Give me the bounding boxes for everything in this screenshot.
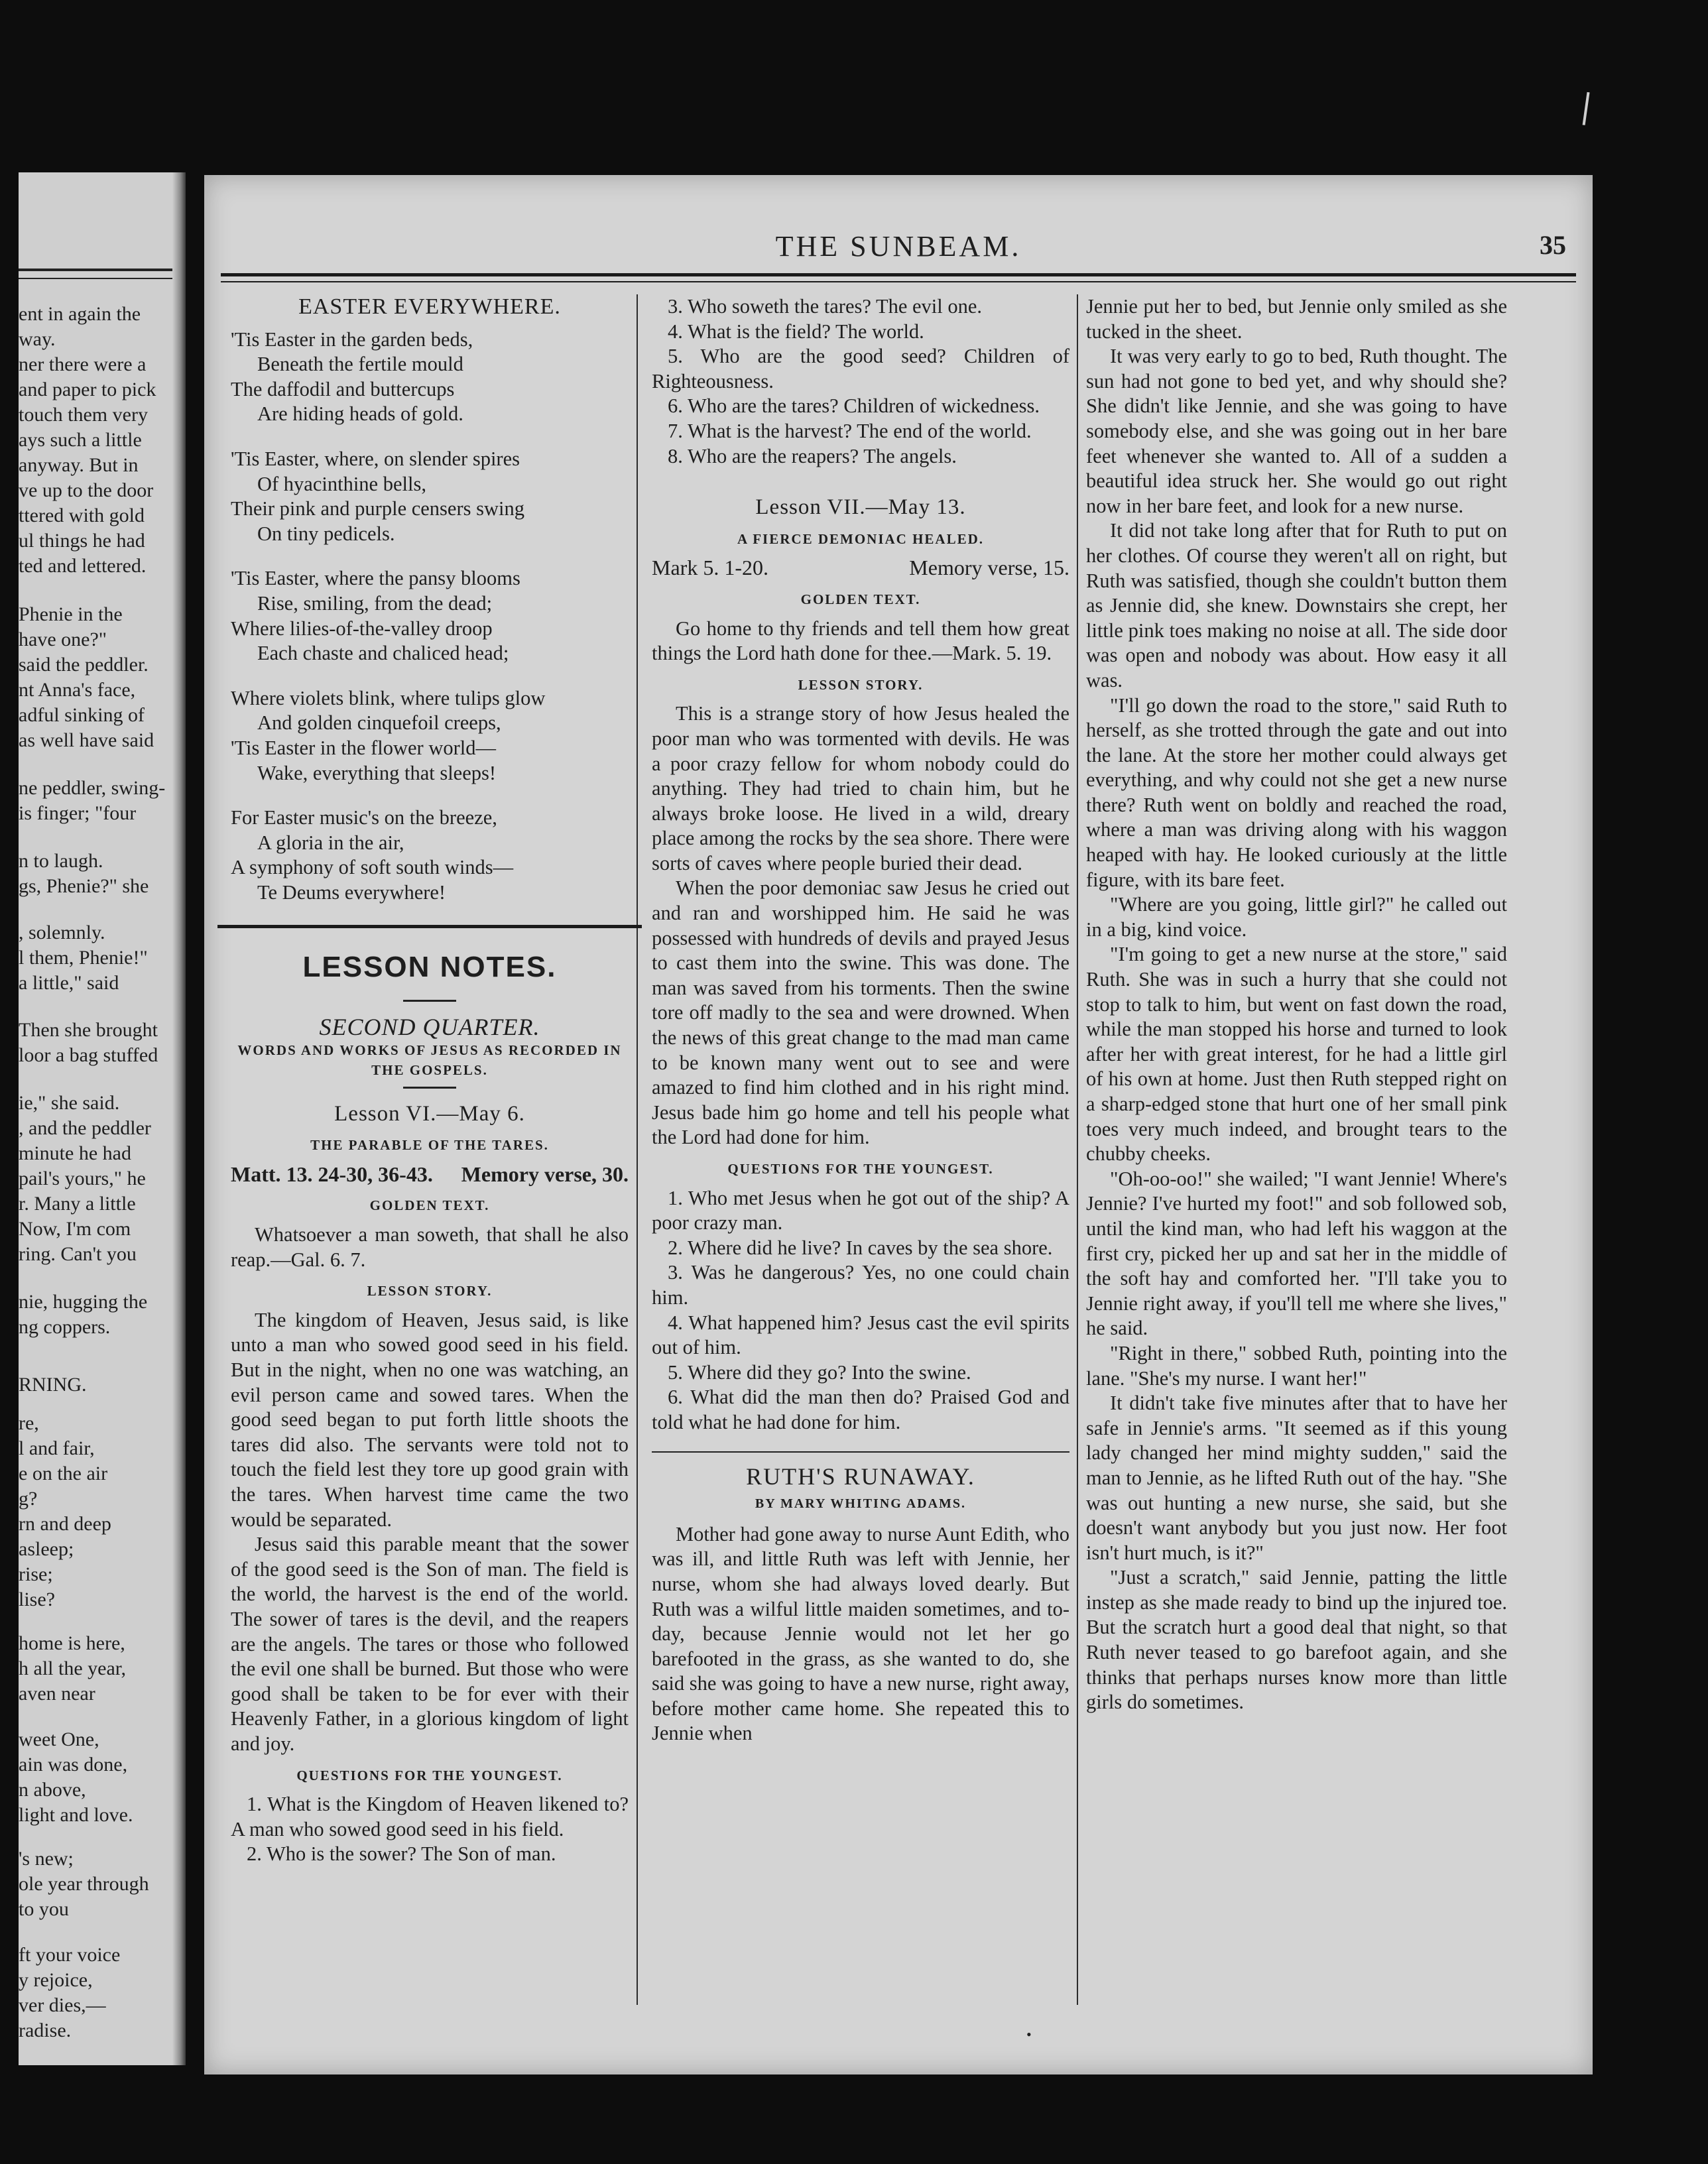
memory-verse: Memory verse, 30.	[461, 1162, 629, 1186]
paragraph: It didn't take five minutes after that to have her safe in Jennie's arms. "It seemed as if this young lady changed her mind mighty sudden," said the man to Jennie, as he lifted Ruth out of the hay. "She was out hunting a new nurse, she said, but she doesn't want anybody but you just now. Her foot isn't hurt much, is it?"	[1086, 1392, 1507, 1564]
poem-line: Where violets blink, where tulips glow	[231, 686, 546, 709]
paragraph: "I'm going to get a new nurse at the store," said Ruth. She was in such a hurry that she could not stop to talk to him, but went on fast down the road, while the man stopped his horse and turned to look after her with great interest, for he had a little girl of his own at home. Just then Ruth stepped right on a sharp-edged stone that hurt one of her small pink toes very much indeed, and brought tears to the chubby cheeks.	[1086, 943, 1507, 1166]
paragraph: 2. Who is the sower? The Son of man.	[247, 1842, 556, 1866]
paragraph: "Oh-oo-oo!" she wailed; "I want Jennie! Where's Jennie? I've hurted my foot!" and sob followed sob, until the kind man, who had left his waggon at the first cry, picked her up and sat her in the middle of the soft hay and comforted her. "I'll take you to Jennie right away, if you'll tell me where she lives," he said.	[1086, 1167, 1507, 1340]
section-rule	[217, 925, 642, 928]
left-page-line: asleep;	[19, 1538, 74, 1560]
left-page-line: h all the year,	[19, 1657, 127, 1679]
paragraph: Jesus said this parable meant that the sower of the good seed is the Son of man. The field is the world, the harvest is the end of the world. The sower of tares is the devil, and the reapers are the angels. The tares or those who followed the evil one shall be burned. But those who were good shall be taken to be for ever with their Heavenly Father, in a glorious kingdom of light and joy.	[231, 1533, 629, 1755]
poem-line: Of hyacinthine bells,	[257, 472, 426, 495]
poem-stanza	[231, 447, 629, 546]
paragraph: 2. Where did he live? In caves by the sea shore.	[668, 1236, 1053, 1259]
poem-stanza	[231, 806, 629, 905]
lesson-6-reference	[231, 1162, 629, 1187]
left-page-line: nie, hugging the	[19, 1291, 148, 1313]
paragraph: 6. What did the man then do? Praised God and told what he had done for him.	[652, 1386, 1069, 1433]
paragraph: 4. What is the field? The world.	[668, 320, 924, 343]
paragraph: 1. What is the Kingdom of Heaven likened to? A man who sowed good seed in his field.	[231, 1793, 629, 1840]
left-page-line: ted and lettered.	[19, 555, 147, 577]
left-page-line: adful sinking of	[19, 704, 145, 726]
left-page-line: have one?"	[19, 629, 107, 650]
lesson-story-label: LESSON STORY.	[367, 1283, 493, 1299]
poem-line: Te Deums everywhere!	[257, 880, 446, 904]
questions-label: QUESTIONS FOR THE YOUNGEST.	[296, 1767, 563, 1783]
poem-line: Rise, smiling, from the dead;	[257, 591, 493, 615]
poem-line: 'Tis Easter in the flower world—	[231, 736, 496, 759]
poem-line: Their pink and purple censers swing	[231, 497, 524, 520]
golden-text: Whatsoever a man soweth, that shall he also reap.—Gal. 6. 7.	[231, 1223, 629, 1271]
page-mark: •	[1026, 2026, 1032, 2043]
left-page-line: pail's yours," he	[19, 1168, 146, 1189]
left-page-line: ttered with gold	[19, 505, 145, 526]
left-page-line: weet One,	[19, 1728, 99, 1750]
left-page-line: ne peddler, swing-	[19, 777, 166, 799]
paragraph: 4. What happened him? Jesus cast the evil spirits out of him.	[652, 1311, 1069, 1359]
left-page-line: to you	[19, 1898, 69, 1920]
left-page-line: radise.	[19, 2019, 72, 2041]
lesson-7-reference	[652, 556, 1069, 581]
lesson-6-heading: Lesson VI.—May 6.	[334, 1101, 525, 1126]
golden-text-label: GOLDEN TEXT.	[369, 1197, 490, 1214]
column-3	[1086, 294, 1507, 1715]
left-page-line: is finger; "four	[19, 802, 137, 824]
left-page-line: ng coppers.	[19, 1316, 111, 1338]
dash-rule	[403, 1087, 456, 1089]
poem-line: Beneath the fertile mould	[257, 353, 463, 376]
left-page-line: ie," she said.	[19, 1092, 120, 1114]
left-page-line: r. Many a little	[19, 1193, 136, 1215]
left-page-line: rn and deep	[19, 1513, 111, 1535]
lesson-notes-heading: LESSON NOTES.	[302, 951, 557, 984]
poem-line: 'Tis Easter in the garden beds,	[231, 328, 473, 351]
page-number: 35	[1540, 230, 1566, 260]
left-page-line: rise;	[19, 1563, 53, 1585]
lesson-7-story	[652, 701, 1069, 1150]
poem-title: EASTER EVERYWHERE.	[298, 294, 561, 319]
left-page-line: ring. Can't you	[19, 1243, 137, 1265]
poem-line: For Easter music's on the breeze,	[231, 806, 497, 829]
poem-line: A gloria in the air,	[257, 831, 404, 854]
poem-line: 'Tis Easter, where the pansy blooms	[231, 567, 520, 590]
paragraph: Jennie put her to bed, but Jennie only smiled as she tucked in the sheet.	[1086, 295, 1507, 343]
left-page-line: said the peddler.	[19, 654, 149, 676]
left-page-line: , and the peddler	[19, 1117, 151, 1139]
paragraph: The kingdom of Heaven, Jesus said, is like unto a man who sowed good seed in his field. But in the night, when no one was watching, an evil person came and sowed tares. When the good seed began to put forth little shoots the tares did also. The servants were told not to touch the field lest they tore up good grain with the tares. When harvest time came the two would be separated.	[231, 1308, 629, 1531]
paragraph: "Where are you going, little girl?" he called out in a big, kind voice.	[1086, 893, 1507, 941]
poem-stanza	[231, 566, 629, 666]
column-rule	[1077, 294, 1078, 2005]
left-page-fragment	[19, 172, 186, 2065]
poem-line: Wake, everything that sleeps!	[257, 761, 497, 784]
left-page-line: as well have said	[19, 729, 154, 751]
poem-stanza	[231, 686, 629, 786]
lesson-6-questions-cont	[652, 294, 1069, 469]
left-page-line: anyway. But in	[19, 454, 139, 476]
golden-text-label: GOLDEN TEXT.	[800, 591, 921, 607]
poem-line: And golden cinquefoil creeps,	[257, 711, 501, 735]
left-page-line: ul things he had	[19, 530, 145, 552]
lesson-7-heading: Lesson VII.—May 13.	[755, 495, 966, 520]
left-page-line: n to laugh.	[19, 850, 103, 872]
left-page-line: aven near	[19, 1683, 95, 1705]
paragraph: 8. Who are the reapers? The angels.	[668, 444, 957, 467]
paragraph: It did not take long after that for Ruth to put on her clothes. Of course they weren't all on right, but Ruth was satisfied, though she couldn't button them as Jennie did, she knew. Downstairs she crept, her little pink toes making no noise at all. The side door was open and nobody was about. How easy it all was.	[1086, 519, 1507, 691]
paragraph: "Right in there," sobbed Ruth, pointing into the lane. "She's my nurse. I want her!"	[1086, 1341, 1507, 1390]
left-page-line: e on the air	[19, 1463, 108, 1484]
lesson-6-title: THE PARABLE OF THE TARES.	[310, 1137, 549, 1154]
left-page-line: Now, I'm com	[19, 1218, 131, 1240]
golden-text: Go home to thy friends and tell them how great things the Lord hath done for thee.—Mark. 5. 19.	[652, 617, 1069, 665]
paragraph: "I'll go down the road to the store," said Ruth to herself, as she trotted through the gate and out into the lane. At the store her mother could always get everything, and why could not she get a new nurse there? Ruth went on boldly and reached the road, where a man was driving along with his waggon heaped with hay. He looked curiously at the little figure, with its bare feet.	[1086, 693, 1507, 891]
poem-line: On tiny pedicels.	[257, 522, 395, 545]
left-page-line: way.	[19, 328, 56, 350]
column-1	[231, 294, 629, 1867]
left-page-line: ays such a little	[19, 429, 142, 451]
story-body-start	[652, 1522, 1069, 1746]
paragraph: 5. Who are the good seed? Children of Righteousness.	[652, 345, 1069, 392]
lesson-6-story	[231, 1308, 629, 1757]
paragraph: 7. What is the harvest? The end of the world.	[668, 419, 1032, 442]
paragraph: "Just a scratch," said Jennie, patting the little instep as she made ready to bind up the injured toe. But the scratch hurt a good deal that night, so that Ruth never teased to go barefoot again, and she thinks that perhaps nurses know more than little girls do sometimes.	[1086, 1566, 1507, 1714]
left-page-line: ft your voice	[19, 1944, 121, 1966]
left-page-line: g?	[19, 1488, 38, 1510]
header-rule-thin	[221, 281, 1576, 282]
lesson-story-label: LESSON STORY.	[798, 676, 924, 693]
story-title: RUTH'S RUNAWAY.	[746, 1463, 975, 1490]
left-page-line: l and fair,	[19, 1437, 95, 1459]
left-page-line: n above,	[19, 1779, 86, 1801]
poem-line: Where lilies-of-the-valley droop	[231, 617, 493, 640]
left-page-line: ent in again the	[19, 303, 141, 325]
header-rule	[221, 273, 1576, 276]
left-page-rule	[19, 269, 172, 279]
left-page-line: ve up to the door	[19, 479, 154, 501]
paragraph: 5. Where did they go? Into the swine.	[668, 1360, 971, 1384]
running-head: THE SUNBEAM.	[775, 230, 1022, 263]
left-page-line: ole year through	[19, 1873, 149, 1895]
left-page-line: home is here,	[19, 1632, 125, 1654]
paragraph: When the poor demoniac saw Jesus he cried out and ran and worshipped him. He said he was possessed with hundreds of devils and prayed Jesus to cast them into the swine. This was done. The man was saved from his torments. Then the swine tore off madly to the sea and were drowned. When the news of this great change to the mad man came to be known many went out to see and were amazed to find him clothed and in his right mind. Jesus bade him go home and tell his people what the Lord had done for him.	[652, 876, 1069, 1149]
page-gutter	[172, 172, 186, 2065]
poem-line: Each chaste and chaliced head;	[257, 642, 509, 665]
poem-line: A symphony of soft south winds—	[231, 856, 514, 879]
left-page-line: touch them very	[19, 404, 148, 426]
paragraph: Mother had gone away to nurse Aunt Edith, who was ill, and little Ruth was left with Jennie, her nurse, whom she had always loved dearly. But Ruth was a wilful little maiden sometimes, and to-day, because Jennie would not let her go barefooted in the grass, as she wanted to do, she said she was going to have a new nurse, right away, before mother came home. She repeated this to Jennie when	[652, 1522, 1069, 1745]
left-page-line: gs, Phenie?" she	[19, 875, 149, 897]
left-page-line: minute he had	[19, 1142, 131, 1164]
left-page-line: y rejoice,	[19, 1969, 93, 1991]
left-page-line: re,	[19, 1412, 39, 1434]
left-page-line: Then she brought	[19, 1019, 158, 1041]
lesson-7-questions	[652, 1186, 1069, 1435]
story-byline: BY MARY WHITING ADAMS.	[755, 1496, 967, 1512]
story-body-cont	[1086, 294, 1507, 1715]
left-page-line: loor a bag stuffed	[19, 1044, 158, 1066]
left-page-line: RNING.	[19, 1374, 87, 1396]
paragraph: This is a strange story of how Jesus healed the poor man who was tormented with devils. He was a poor crazy fellow for whom nobody could do anything. They had tried to chain him, but he always broke loose. He lived in a wild, dreary place among the rocks by the sea shore. There were sorts of caves where people buried their dead.	[652, 702, 1069, 874]
paragraph: 3. Was he dangerous? Yes, no one could chain him.	[652, 1261, 1069, 1309]
left-page-line: ner there were a	[19, 353, 147, 375]
left-page-line: a little," said	[19, 972, 119, 994]
paragraph: 1. Who met Jesus when he got out of the ship? A poor crazy man.	[652, 1186, 1069, 1234]
left-page-line: Phenie in the	[19, 603, 123, 625]
poem-line: 'Tis Easter, where, on slender spires	[231, 447, 520, 470]
poem-body	[231, 328, 629, 906]
newspaper-page	[204, 175, 1593, 2074]
left-page-line: , solemnly.	[19, 922, 105, 943]
left-page-line: ain was done,	[19, 1754, 128, 1775]
column-2	[652, 294, 1069, 1746]
poem-line: The daffodil and buttercups	[231, 377, 455, 400]
memory-verse: Memory verse, 15.	[909, 556, 1069, 580]
story-rule	[652, 1451, 1069, 1453]
poem-stanza	[231, 328, 629, 427]
left-page-line: light and love.	[19, 1804, 133, 1826]
scripture-reference: Matt. 13. 24-30, 36-43.	[231, 1162, 433, 1186]
poem-line: Are hiding heads of gold.	[257, 402, 463, 426]
scripture-reference: Mark 5. 1-20.	[652, 556, 768, 580]
lesson-7-title: A FIERCE DEMONIAC HEALED.	[737, 530, 985, 547]
left-page-line: l them, Phenie!"	[19, 947, 148, 969]
left-page-line: nt Anna's face,	[19, 679, 136, 701]
left-page-line: and paper to pick	[19, 379, 156, 400]
paragraph: It was very early to go to bed, Ruth thought. The sun had not gone to bed yet, and why should she? She didn't like Jennie, and she was going to have somebody else, and she was going out in her bare feet whenever she wanted to. All of a sudden a beautiful idea struck her. She would go out right now in her bare feet, and look for a new nurse.	[1086, 345, 1507, 517]
column-rule	[637, 294, 638, 2005]
paragraph: 6. Who are the tares? Children of wickedness.	[668, 394, 1040, 418]
quarter-subheading: WORDS AND WORKS OF JESUS AS RECORDED IN THE GOSPELS.	[237, 1042, 622, 1078]
left-page-line: 's new;	[19, 1848, 74, 1870]
questions-label: QUESTIONS FOR THE YOUNGEST.	[727, 1161, 994, 1177]
quarter-heading: SECOND QUARTER.	[319, 1014, 540, 1041]
left-page-line: ver dies,—	[19, 1994, 106, 2016]
lesson-6-questions	[231, 1792, 629, 1867]
dash-rule	[403, 1000, 456, 1002]
paragraph: 3. Who soweth the tares? The evil one.	[668, 295, 983, 318]
left-page-line: lise?	[19, 1589, 55, 1610]
